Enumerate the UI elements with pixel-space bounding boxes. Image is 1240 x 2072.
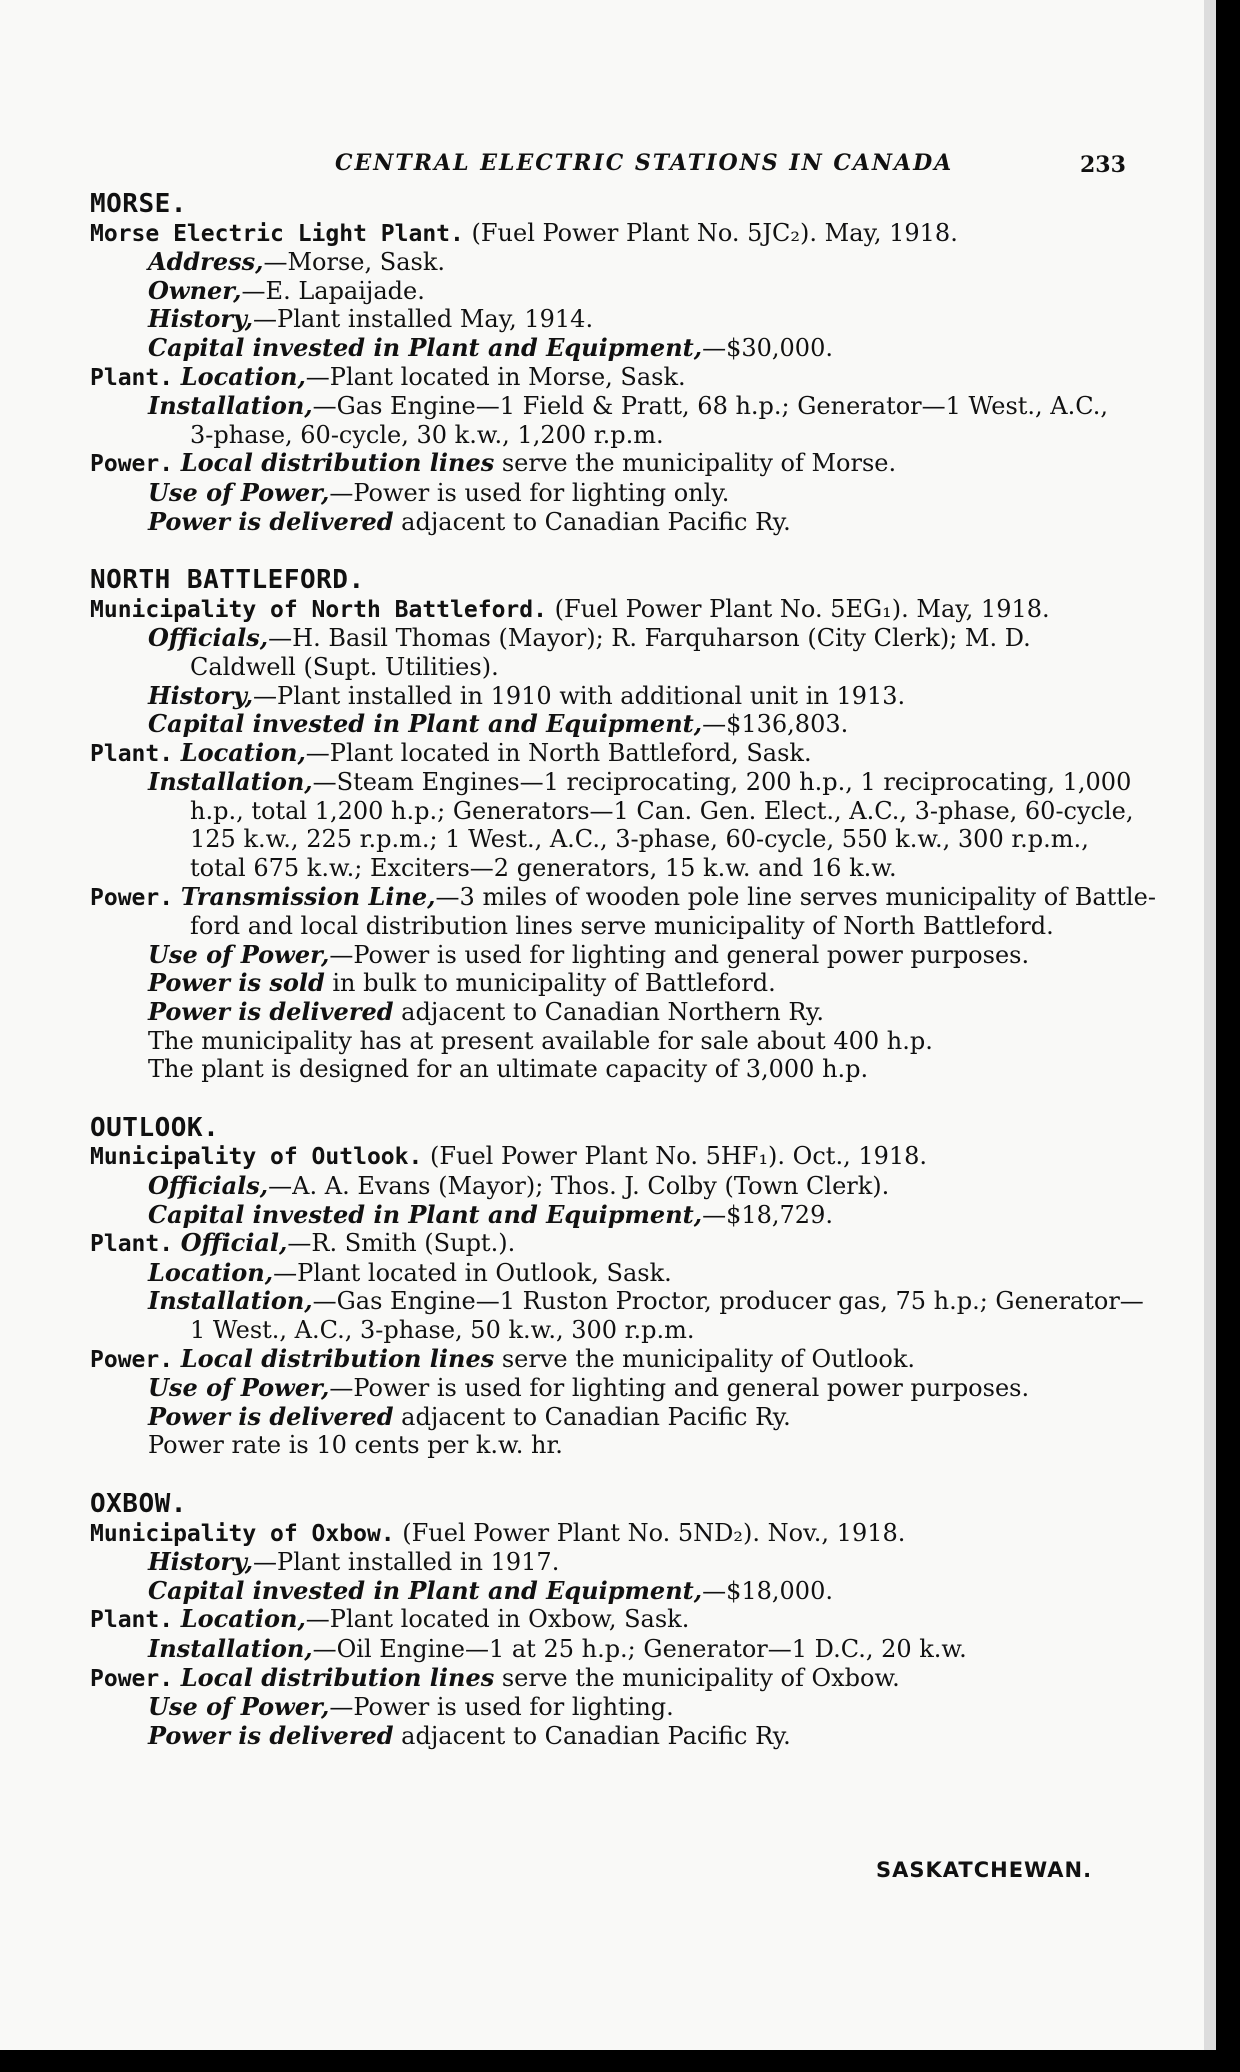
town-heading: OXBOW. [90,1488,187,1519]
entry-title-line [90,1142,1130,1172]
entry-morse [90,190,1130,536]
installation-continued: 3-phase, 60-cycle, 30 k.w., 1,200 r.p.m. [190,420,664,449]
officials-line: Officials,—H. Basil Thomas (Mayor); R. Farquharson (City Clerk); M. D. [148,623,1031,653]
history-line: History,—Plant installed in 1910 with additional unit in 1913. [148,680,906,710]
province-footer: SASKATCHEWAN. [876,1858,1093,1882]
use-of-power-line: Use of Power,—Power is used for lighting. [148,1692,674,1722]
installation-line: Installation,—Oil Engine—1 at 25 h.p.; Generator—1 D.C., 20 k.w. [148,1633,967,1663]
capital-line: Capital invested in Plant and Equipment,—$136,803. [148,709,849,739]
town-heading: NORTH BATTLEFORD. [90,565,365,596]
rate-line: Power rate is 10 cents per k.w. hr. [148,1431,563,1460]
delivered-line: Power is delivered adjacent to Canadian Pacific Ry. [148,1401,791,1431]
installation-line: Installation,—Gas Engine—1 Field & Pratt, 68 h.p.; Generator—1 West., A.C., [148,391,1109,421]
installation-continued: 1 West., A.C., 3-phase, 50 k.w., 300 r.p.m. [190,1315,695,1344]
installation-continued: total 675 k.w.; Exciters—2 generators, 15 k.w. and 16 k.w. [190,854,897,883]
installation-continued: 125 k.w., 225 r.p.m.; 1 West., A.C., 3-phase, 60-cycle, 550 k.w., 300 r.p.m., [190,825,1089,854]
plant-location-line: Plant. Location,—Plant located in Morse, Sask. [90,361,686,391]
plant-reference: (Fuel Power Plant No. 5EG₁). May, 1918. [554,594,1050,623]
officials-continued: Caldwell (Supt. Utilities). [190,652,499,681]
plant-official-line: Plant. Official,—R. Smith (Supt.). [90,1228,516,1258]
page-edge [1204,0,1216,2050]
running-title: CENTRAL ELECTRIC STATIONS IN CANADA [335,150,954,176]
plant-reference: (Fuel Power Plant No. 5JC₂). May, 1918. [471,218,958,247]
power-distribution-line: Power. Local distribution lines serve the municipality of Morse. [90,448,897,478]
location-line: Location,—Plant located in Outlook, Sask. [148,1257,672,1287]
plant-location-line: Plant. Location,—Plant located in Oxbow, Sask. [90,1604,690,1634]
town-heading: OUTLOOK. [90,1112,220,1143]
officials-line: Officials,—A. A. Evans (Mayor); Thos. J. Colby (Town Clerk). [148,1171,890,1200]
installation-line: Installation,—Gas Engine—1 Ruston Proctor, producer gas, 75 h.p.; Generator— [148,1286,1144,1316]
entry-title-line [90,1519,1130,1549]
note-line: The municipality has at present available for sale about 400 h.p. [148,1026,933,1055]
plant-location-line: Plant. Location,—Plant located in North Battleford, Sask. [90,737,812,767]
history-line: History,—Plant installed in 1917. [148,1547,560,1577]
power-distribution-line: Power. Local distribution lines serve the municipality of Outlook. [90,1343,915,1373]
town-heading: MORSE. [90,189,187,219]
entry-north-battleford [90,565,1156,1084]
capital-line: Capital invested in Plant and Equipment,—$30,000. [148,332,833,362]
delivered-line: Power is delivered adjacent to Canadian Northern Ry. [148,997,824,1027]
entry-title-line [90,219,1130,249]
use-of-power-line: Use of Power,—Power is used for lighting and general power purposes. [148,1373,1030,1403]
entry-title: Morse Electric Light Plant. [90,220,464,247]
page-content [90,189,1156,1750]
history-line: History,—Plant installed May, 1914. [148,304,594,334]
capital-line: Capital invested in Plant and Equipment,—$18,729. [148,1199,833,1229]
page-number: 233 [1080,152,1126,178]
entry-title-line [90,595,1130,625]
transmission-line: Power. Transmission Line,—3 miles of wooden pole line serves municipality of Battle- [90,881,1156,911]
entry-oxbow [90,1490,1130,1750]
entry-title: Municipality of Outlook. [90,1144,423,1171]
installation-line: Installation,—Steam Engines—1 reciprocating, 200 h.p., 1 reciprocating, 1,000 [148,767,1132,797]
address-line: Address,—Morse, Sask. [148,247,445,277]
plant-reference: (Fuel Power Plant No. 5HF₁). Oct., 1918. [429,1142,928,1171]
entry-outlook [90,1112,1144,1460]
power-distribution-line: Power. Local distribution lines serve the municipality of Oxbow. [90,1662,900,1692]
installation-continued: h.p., total 1,200 h.p.; Generators—1 Can. Gen. Elect., A.C., 3-phase, 60-cycle, [190,796,1134,825]
entry-title: Municipality of North Battleford. [90,596,547,623]
use-of-power-line: Use of Power,—Power is used for lighting only. [148,477,730,507]
sold-line: Power is sold in bulk to municipality of Battleford. [148,968,776,998]
owner-line: Owner,—E. Lapaijade. [148,275,425,305]
delivered-line: Power is delivered adjacent to Canadian Pacific Ry. [148,1720,791,1750]
plant-reference: (Fuel Power Plant No. 5ND₂). Nov., 1918. [402,1518,906,1547]
use-of-power-line: Use of Power,—Power is used for lighting and general power purposes. [148,939,1030,969]
transmission-continued: ford and local distribution lines serve municipality of North Battleford. [190,912,1054,941]
note-line: The plant is designed for an ultimate capacity of 3,000 h.p. [148,1055,869,1084]
capital-line: Capital invested in Plant and Equipment,—$18,000. [148,1575,833,1605]
delivered-line: Power is delivered adjacent to Canadian Pacific Ry. [148,506,791,536]
entry-title: Municipality of Oxbow. [90,1520,395,1547]
